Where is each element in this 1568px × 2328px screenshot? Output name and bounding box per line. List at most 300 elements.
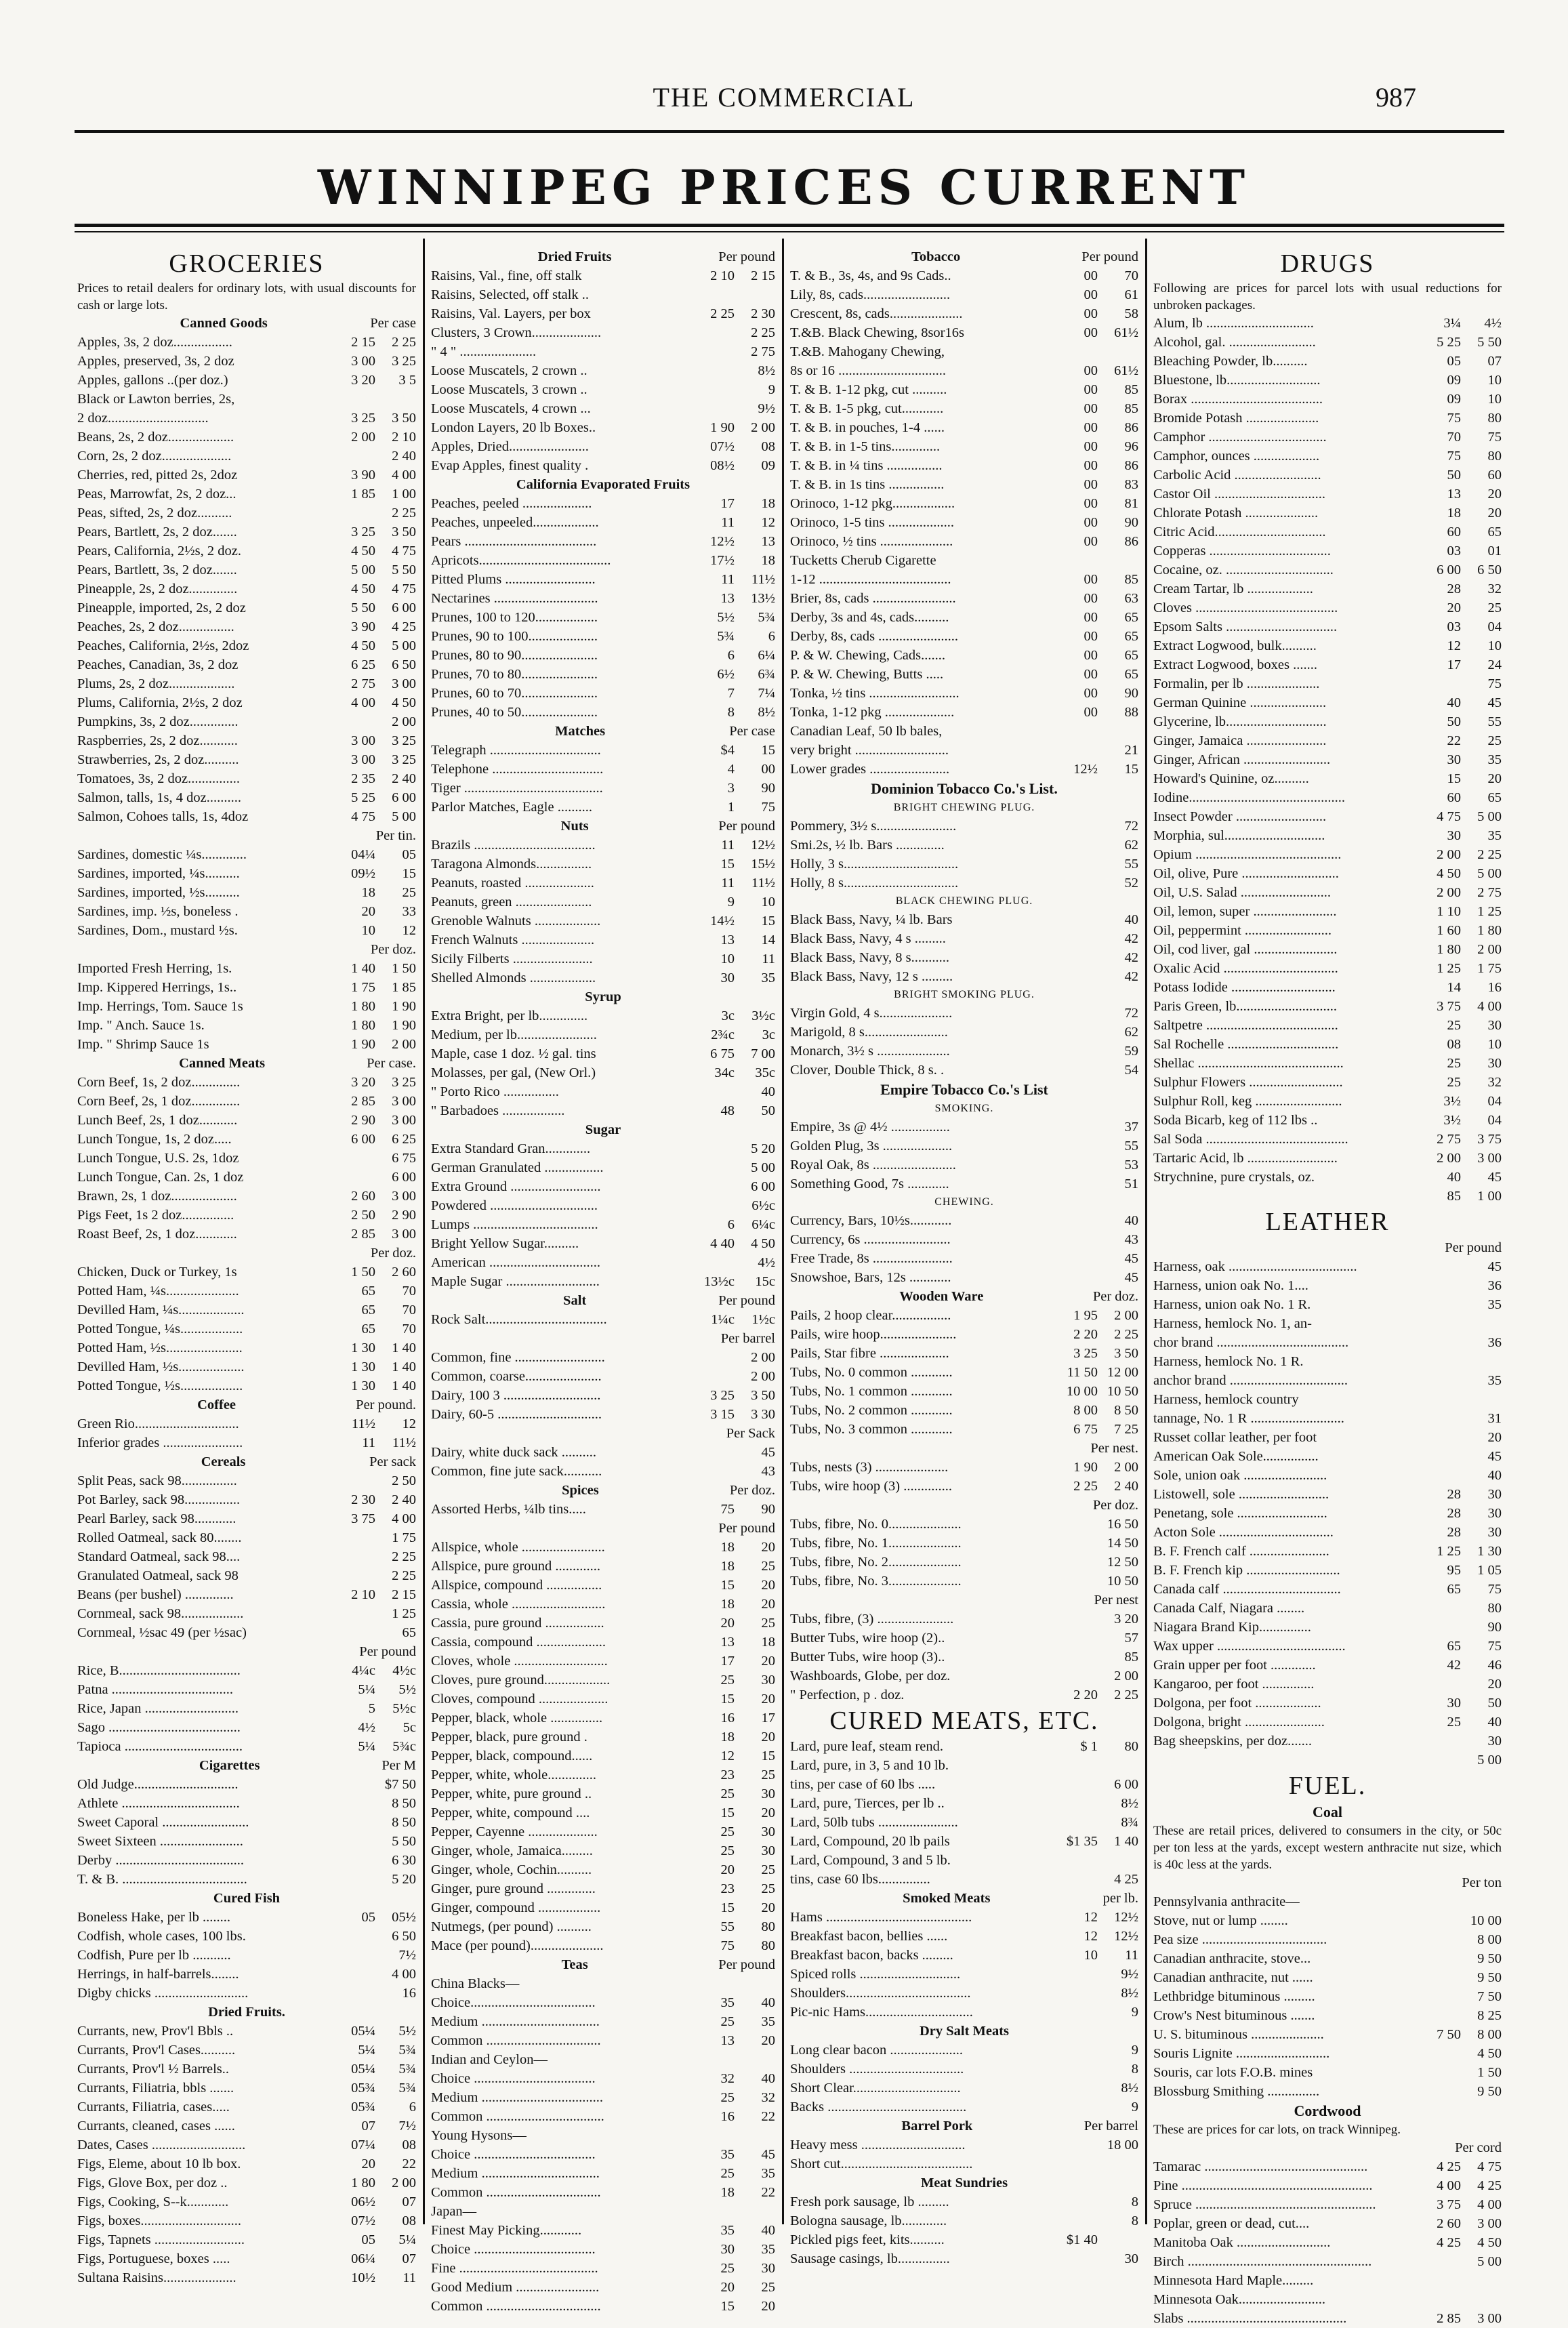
price-row <box>431 1974 775 1993</box>
item-name: Harness, hemlock No. 1 R. <box>1153 1354 1304 1369</box>
price-high: 40 <box>1124 1213 1138 1228</box>
price-low: 35 <box>720 2223 735 2238</box>
price-low: 10½ <box>351 2270 375 2285</box>
price-row <box>790 1908 1138 1927</box>
column-groceries <box>77 247 416 2285</box>
price-row <box>1153 1675 1502 1694</box>
subsection-heading <box>431 817 775 836</box>
unit-label: Per case <box>370 316 416 331</box>
price-low: 8 00 <box>1073 1403 1098 1418</box>
price-low: 10 <box>1084 1948 1098 1963</box>
price-row <box>1153 1523 1502 1542</box>
price-high: 45 <box>1487 1449 1502 1464</box>
item-name: Pommery, 3½ s....................... <box>790 819 957 834</box>
price-high: 3 50 <box>392 411 416 426</box>
price-low: 13½c <box>704 1274 735 1289</box>
item-name: Orinoco, ½ tins ..................... <box>790 534 953 549</box>
price-low: 05¼ <box>351 2062 375 2077</box>
price-high: 6 00 <box>1114 1777 1138 1792</box>
price-high: 8 00 <box>1477 2027 1502 2042</box>
item-name: " Barbadoes .................. <box>431 1103 565 1118</box>
price-low: 11 <box>721 572 735 587</box>
subsection-title: Dry Salt Meats <box>919 2024 1010 2039</box>
price-high: 85 <box>1124 1650 1138 1665</box>
price-row <box>790 1268 1138 1287</box>
item-name: Pineapple, imported, 2s, 2 doz <box>77 600 246 615</box>
price-row <box>1153 636 1502 655</box>
price-row <box>77 769 416 788</box>
price-high: $7 50 <box>384 1777 416 1792</box>
price-high: 9½ <box>758 401 775 416</box>
item-name: Extract Logwood, bulk.......... <box>1153 638 1317 653</box>
price-low: 3c <box>721 1008 735 1023</box>
price-low: 34c <box>714 1065 735 1080</box>
price-row <box>790 1534 1138 1553</box>
price-high: 1 25 <box>1477 904 1502 919</box>
item-name: Pepper, black, compound...... <box>431 1749 593 1763</box>
price-row <box>790 665 1138 684</box>
price-row <box>431 855 775 874</box>
price-low: 07½ <box>351 2213 375 2228</box>
item-name: Allspice, whole ........................ <box>431 1540 605 1555</box>
item-name: Golden Plug, 3s .................... <box>790 1139 953 1153</box>
price-low: 48 <box>720 1103 735 1118</box>
price-low: 2 00 <box>351 430 375 445</box>
item-name: Fine ........................................ <box>431 2261 598 2276</box>
price-high: 05 <box>402 847 416 862</box>
price-low: 30 <box>720 971 735 985</box>
price-high: 42 <box>1124 950 1138 965</box>
price-high: 46 <box>1487 1658 1502 1673</box>
item-name: Short Clear............................... <box>790 2081 961 2096</box>
price-high: 3 75 <box>1477 1132 1502 1147</box>
item-name: Corn Beef, 2s, 1 doz.............. <box>77 1094 241 1109</box>
price-row <box>77 1225 416 1244</box>
price-high: 16 <box>1487 980 1502 995</box>
price-high: 6¾ <box>758 667 775 682</box>
item-name: Crow's Nest bituminous ....... <box>1153 2008 1315 2023</box>
subsection-heading <box>431 475 775 494</box>
price-high: 10 <box>1487 638 1502 653</box>
item-name: Formalin, per lb ..................... <box>1153 676 1320 691</box>
price-low: 4½ <box>358 1720 375 1735</box>
price-high: 5 50 <box>392 1834 416 1849</box>
price-row <box>1153 1968 1502 1987</box>
item-name: Loose Muscatels, 4 crown ... <box>431 401 591 416</box>
item-name: Pineapple, 2s, 2 doz.............. <box>77 581 238 596</box>
item-name: Long clear bacon ..................... <box>790 2043 964 2058</box>
item-name: Peaches, 2s, 2 doz................ <box>77 619 234 634</box>
unit-label: Per pound <box>718 1957 775 1972</box>
price-high: 1 00 <box>1477 1189 1502 1204</box>
price-row <box>431 1709 775 1728</box>
price-low: 30 <box>1447 752 1461 767</box>
price-low: 3¼ <box>1443 316 1461 331</box>
price-row <box>77 674 416 693</box>
price-high: 4 00 <box>392 1511 416 1526</box>
price-high: 55 <box>1487 714 1502 729</box>
item-name: Imp. " Shrimp Sauce 1s <box>77 1037 209 1052</box>
item-name: Niagara Brand Kip............... <box>1153 1620 1311 1635</box>
price-row <box>790 494 1138 513</box>
price-row <box>431 2221 775 2240</box>
subsection-heading <box>77 1452 416 1471</box>
item-name: Free Trade, 8s ....................... <box>790 1251 953 1266</box>
price-row <box>790 1401 1138 1420</box>
item-name: Pails, wire hoop...................... <box>790 1327 957 1342</box>
price-high: 15½ <box>751 857 775 872</box>
item-name: Cloves, whole ........................... <box>431 1654 608 1669</box>
price-row <box>77 1092 416 1111</box>
price-row <box>790 2098 1138 2117</box>
price-row <box>790 2211 1138 2230</box>
item-name: Howard's Quinine, oz.......... <box>1153 771 1309 786</box>
price-row <box>77 2155 416 2173</box>
price-high: 2 90 <box>392 1208 416 1223</box>
price-row <box>790 2192 1138 2211</box>
price-row <box>77 1301 416 1320</box>
item-name: Cassia, compound .................... <box>431 1635 606 1650</box>
item-name: Shoulders ................................. <box>790 2062 964 2077</box>
item-name: Pepper, white, compound .... <box>431 1805 590 1820</box>
price-low: 2 25 <box>1073 1479 1098 1494</box>
price-row <box>1153 1149 1502 1168</box>
item-name: Washboards, Globe, per doz. <box>790 1669 951 1683</box>
price-high: 2 00 <box>751 1350 775 1365</box>
price-row <box>77 1908 416 1927</box>
price-row <box>1153 1314 1502 1333</box>
price-low: 4 <box>727 762 735 777</box>
price-low: 03 <box>1447 619 1461 634</box>
item-name: Heavy mess .............................. <box>790 2138 966 2152</box>
price-high: 8½ <box>758 705 775 720</box>
price-row <box>790 929 1138 948</box>
unit-label: Per doz. <box>1092 1498 1138 1513</box>
price-low: 1 80 <box>351 999 375 1014</box>
price-high: 65 <box>1124 610 1138 625</box>
price-high: 8 25 <box>1477 2008 1502 2023</box>
price-row <box>431 2259 775 2278</box>
item-name: Lunch Beef, 2s, 1 doz........... <box>77 1113 238 1128</box>
price-row <box>1153 1333 1502 1352</box>
price-low: 06½ <box>351 2194 375 2209</box>
price-low: $1 40 <box>1066 2232 1098 2247</box>
price-high: 08 <box>761 439 775 454</box>
price-row <box>790 2230 1138 2249</box>
price-high: 10 00 <box>1470 1913 1502 1928</box>
item-name: Potass Iodide .............................. <box>1153 980 1336 995</box>
price-row <box>431 1993 775 2012</box>
item-name: Carbolic Acid ......................... <box>1153 468 1321 483</box>
price-row <box>431 1253 775 1272</box>
price-high: 30 <box>761 1824 775 1839</box>
price-row <box>1153 1892 1502 1911</box>
price-row <box>431 1936 775 1955</box>
price-low: 18 <box>720 1559 735 1574</box>
item-name: Currants, Prov'l ½ Barrels.. <box>77 2062 230 2077</box>
price-low: 4 75 <box>1437 809 1461 824</box>
price-row <box>1153 978 1502 997</box>
price-high: 88 <box>1124 705 1138 720</box>
price-row <box>790 1832 1138 1851</box>
price-high: 4 25 <box>1114 1872 1138 1887</box>
price-low: 00 <box>1084 458 1098 473</box>
unit-label: Per pound <box>718 1521 775 1536</box>
price-high: 9 <box>1131 2043 1138 2058</box>
price-high: 2 00 <box>392 1037 416 1052</box>
price-low: 5 50 <box>351 600 375 615</box>
price-row <box>77 2136 416 2155</box>
price-low: 25 <box>720 1673 735 1688</box>
price-row <box>77 598 416 617</box>
item-name: Peaches, Canadian, 3s, 2 doz <box>77 657 239 672</box>
price-row <box>790 1175 1138 1193</box>
price-high: 9 50 <box>1477 1970 1502 1985</box>
subsection-title: Barrel Pork <box>901 2119 973 2133</box>
subsection-heading <box>431 1291 775 1310</box>
price-row <box>1153 390 1502 409</box>
price-high: 00 <box>761 762 775 777</box>
item-name: T. & B., 3s, 4s, and 9s Cads.. <box>790 268 951 283</box>
price-low: 1 30 <box>351 1360 375 1374</box>
price-high: 4 00 <box>1477 999 1502 1014</box>
subsection-heading <box>790 2173 1138 2192</box>
section-note: These are prices for car lots, on track Winnipeg. <box>1153 2123 1401 2137</box>
price-row <box>77 390 416 409</box>
price-low: 4 75 <box>351 809 375 824</box>
price-high: 2 25 <box>751 325 775 340</box>
price-low: 15 <box>720 1900 735 1915</box>
price-low: 13 <box>1447 487 1461 502</box>
price-row <box>790 1851 1138 1870</box>
price-row <box>431 1860 775 1879</box>
price-high: 1 85 <box>392 980 416 995</box>
price-row <box>790 910 1138 929</box>
item-name: Pine ....................................................... <box>1153 2178 1373 2193</box>
price-low: 30 <box>1447 828 1461 843</box>
price-high: 1 90 <box>392 999 416 1014</box>
section-heading: GROCERIES <box>169 249 325 278</box>
price-row <box>790 532 1138 551</box>
price-row <box>1153 2006 1502 2025</box>
price-high: 30 <box>1487 1506 1502 1521</box>
section-heading: DRUGS <box>1280 249 1375 278</box>
item-name: Grenoble Walnuts ................... <box>431 914 601 928</box>
item-name: Cherries, red, pitted 2s, 2doz <box>77 468 238 483</box>
item-name: Tubs, fibre, No. 3..................... <box>790 1574 962 1589</box>
subsection-title: Dried Fruits <box>537 249 612 264</box>
price-high: 75 <box>1487 1639 1502 1654</box>
price-row <box>1153 542 1502 560</box>
price-high: 8 00 <box>1477 1932 1502 1947</box>
price-row <box>77 864 416 883</box>
price-high: 65 <box>1124 648 1138 663</box>
price-high: 04 <box>1487 1094 1502 1109</box>
price-high: 20 <box>761 1730 775 1744</box>
price-high: 7½ <box>398 1948 416 1963</box>
price-row <box>431 418 775 437</box>
price-row <box>77 1149 416 1168</box>
price-high: 6½c <box>751 1198 775 1213</box>
subheading: Coal <box>1313 1803 1342 1820</box>
price-low: 17½ <box>710 553 735 568</box>
price-high: 16 <box>402 1986 416 2001</box>
price-row <box>1153 750 1502 769</box>
item-name: China Blacks— <box>431 1976 520 1991</box>
item-name: Currency, 6s ......................... <box>790 1232 951 1247</box>
price-high: 65 <box>1487 525 1502 539</box>
price-low: 5 25 <box>1437 335 1461 350</box>
price-low: 20 <box>720 2280 735 2295</box>
item-name: Athlete .................................. <box>77 1796 240 1811</box>
item-name: Souris, car lots F.O.B. mines <box>1153 2065 1313 2080</box>
price-row <box>77 333 416 352</box>
price-row <box>431 342 775 361</box>
subsection-heading <box>790 247 1138 266</box>
price-high: 14 <box>761 933 775 947</box>
price-row <box>790 646 1138 665</box>
item-name: Kangaroo, per foot ............... <box>1153 1677 1315 1692</box>
price-high: 85 <box>1124 382 1138 397</box>
price-row <box>77 1927 416 1946</box>
price-row <box>431 2012 775 2031</box>
price-high: 40 <box>761 1995 775 2010</box>
price-high: 42 <box>1124 931 1138 946</box>
item-name: Chlorate Potash ..................... <box>1153 506 1319 520</box>
price-row <box>1153 428 1502 447</box>
price-low: 2 00 <box>1437 885 1461 900</box>
item-name: Alum, lb ............................... <box>1153 316 1314 331</box>
price-low: 17 <box>720 496 735 511</box>
price-low: 3 90 <box>351 468 375 483</box>
price-high: 30 <box>761 1786 775 1801</box>
price-low: 75 <box>720 1502 735 1517</box>
item-name: T. & B. 1-5 pkg, cut............ <box>790 401 944 416</box>
item-name: Split Peas, sack 98................ <box>77 1473 237 1488</box>
price-low: 65 <box>361 1284 375 1299</box>
price-low: 3 75 <box>351 1511 375 1526</box>
item-name: Marigold, 8 s........................ <box>790 1025 948 1040</box>
item-name: Blossburg Smithing ............... <box>1153 2084 1320 2099</box>
price-high: 5 50 <box>1477 335 1502 350</box>
price-high: 24 <box>1487 657 1502 672</box>
price-row <box>1153 2214 1502 2233</box>
price-row <box>431 741 775 760</box>
price-high: 07 <box>402 2194 416 2209</box>
price-row <box>1153 485 1502 504</box>
category-label: BRIGHT SMOKING PLUG. <box>894 989 1035 1000</box>
unit-label: Per ton <box>1462 1875 1502 1890</box>
price-row <box>431 1917 775 1936</box>
item-name: Short cut...................................... <box>790 2157 973 2171</box>
price-high: 1 50 <box>392 961 416 976</box>
item-name: Pumpkins, 3s, 2 doz.............. <box>77 714 239 729</box>
price-row <box>1153 1911 1502 1930</box>
item-name: Green Rio.............................. <box>77 1416 239 1431</box>
item-name: Penetang, sole .......................... <box>1153 1506 1327 1521</box>
price-row <box>790 1629 1138 1648</box>
price-row <box>431 684 775 703</box>
price-high: 3 00 <box>1477 2216 1502 2231</box>
price-high: 5 00 <box>1477 866 1502 881</box>
unit-label: Per pound. <box>356 1397 416 1412</box>
price-high: 11 <box>1125 1948 1138 1963</box>
item-name: Strawberries, 2s, 2 doz.......... <box>77 752 239 767</box>
item-name: Finest May Picking............ <box>431 2223 582 2238</box>
item-name: Common, fine .......................... <box>431 1350 605 1365</box>
price-high: 57 <box>1124 1631 1138 1646</box>
price-high: 8½ <box>1121 1796 1138 1811</box>
price-low: 4 40 <box>710 1236 735 1251</box>
item-name: Evap Apples, finest quality . <box>431 458 589 473</box>
price-high: 2 00 <box>751 420 775 435</box>
price-low: 25 <box>720 2014 735 2029</box>
item-name: American ................................ <box>431 1255 600 1270</box>
price-high: 2 30 <box>751 306 775 321</box>
price-high: 16 50 <box>1107 1517 1138 1532</box>
item-name: Salmon, Cohoes talls, 1s, 4doz <box>77 809 249 824</box>
price-low: 25 <box>1447 1056 1461 1071</box>
price-high: 8 <box>1131 2194 1138 2209</box>
price-row <box>1153 2025 1502 2044</box>
item-name: Dairy, 60-5 .............................. <box>431 1407 602 1422</box>
price-high: 1½c <box>751 1312 775 1327</box>
price-row <box>1153 1092 1502 1111</box>
price-low: 17 <box>720 1654 735 1669</box>
price-row <box>77 978 416 997</box>
price-low: 12 <box>1084 1929 1098 1944</box>
item-name: Choice.................................... <box>431 1995 596 2010</box>
price-row <box>77 1870 416 1889</box>
item-name: Derby, 8s, cads ....................... <box>790 629 959 644</box>
price-row <box>1153 333 1502 352</box>
price-low: 5¼ <box>358 1739 375 1754</box>
price-high: 3 00 <box>1477 1151 1502 1166</box>
item-name: Pickled pigs feet, kits.......... <box>790 2232 945 2247</box>
item-name: Pepper, black, pure ground . <box>431 1730 587 1744</box>
price-row <box>431 323 775 342</box>
price-row <box>77 1794 416 1813</box>
price-high: 25 <box>761 1881 775 1896</box>
item-name: London Layers, 20 lb Boxes.. <box>431 420 596 435</box>
page-number: 987 <box>1376 82 1416 113</box>
price-high: 11 <box>403 2270 416 2285</box>
price-row <box>1153 2044 1502 2063</box>
price-high: 2 25 <box>1114 1688 1138 1702</box>
price-row <box>1153 1561 1502 1580</box>
price-high: 12½ <box>1114 1910 1138 1925</box>
price-row <box>431 893 775 912</box>
price-low: 11½ <box>351 1416 375 1431</box>
item-name: Saltpetre ...................................... <box>1153 1018 1338 1033</box>
item-name: Rolled Oatmeal, sack 80........ <box>77 1530 242 1545</box>
price-high: 30 <box>1487 1487 1502 1502</box>
price-row <box>1153 2195 1502 2214</box>
item-name: Derby, 3s and 4s, cads.......... <box>790 610 949 625</box>
price-row <box>790 2041 1138 2060</box>
item-name: Something Good, 7s ............ <box>790 1177 949 1191</box>
price-low: 75 <box>720 1938 735 1953</box>
price-row <box>77 1339 416 1357</box>
price-low: 2 85 <box>351 1094 375 1109</box>
price-row <box>790 1306 1138 1325</box>
price-low: 20 <box>1447 600 1461 615</box>
price-low: 4 00 <box>1437 2178 1461 2193</box>
price-high: 35 <box>1487 828 1502 843</box>
item-name: Canadian anthracite, stove... <box>1153 1951 1311 1966</box>
item-name: P. & W. Chewing, Cads....... <box>790 648 945 663</box>
item-name: Oil, lemon, super ........................ <box>1153 904 1337 919</box>
